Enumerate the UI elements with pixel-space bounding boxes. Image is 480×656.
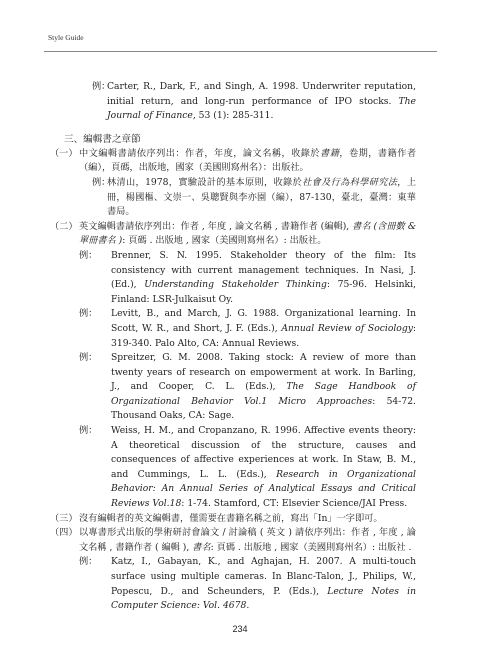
section-heading: 三、編輯書之章節 (64, 133, 141, 145)
rule-text: 英文編輯書請依序列出：作者 , 年度 , 論文名稱 , 書籍作者 (編輯), 書名 (含冊數 & 單冊書名 ): 頁碼 . 出版地 , 國家（美國則寫州名）: 出版社。 (79, 220, 416, 247)
example-label: 例： (79, 425, 98, 437)
page-content (0, 80, 480, 614)
reference-text: Brenner, S. N. 1995. Stakeholder theory of the film: Its consistency with current management techniques. In Nasi, J. (Ed.), Understanding Stakeholder Thinking: 75-96. Helsinki, Finland: LSR-Julkaisut Oy. (111, 249, 416, 305)
reference-example-lin (0, 176, 480, 220)
rule-item-2 (0, 220, 480, 249)
example-label: 例： (79, 249, 98, 261)
reference-text: Spreitzer, G. M. 2008. Taking stock: A review of more than twenty years of research on empowerment at work. In Barling, J., and Cooper, C. L. (Eds.), The Sage Handbook of Organizational Behavior Vol.1 Micro Approaches: 54-72. Thousand Oaks, CA: Sage. (111, 352, 416, 422)
page-number: 234 (232, 624, 248, 634)
item-label: （四） (50, 527, 78, 539)
item-label: （二） (50, 220, 78, 232)
rule-text: 中文編輯書請依序列出：作者，年度，論文名稱，收錄於書籍，卷期，書籍作者（編），頁碼，出版地，國家（美國則寫州名）：出版社。 (79, 147, 417, 174)
reference-example-carter (0, 80, 480, 124)
reference-text: Levitt, B., and March, J. G. 1988. Organizational learning. In Scott, W. R., and Short, J. F. (Eds.), Annual Review of Sociology: 319-340. Palo Alto, CA: Annual Reviews. (111, 308, 416, 349)
rule-item-1 (0, 147, 480, 176)
item-label: （三） (50, 512, 78, 524)
reference-example-katz (0, 555, 480, 613)
rule-item-4 (0, 526, 480, 555)
example-label: 例： (92, 81, 111, 92)
running-header: Style Guide (48, 33, 84, 42)
reference-text: Weiss, H. M., and Cropanzano, R. 1996. Affective events theory: A theoretical discussion of the structure, causes and consequences of affective experiences at work. In Staw, B. M., and Cummings, L. L. (Eds.), Research in Organizational Behavior: An Annual Series of Analytical Essays and Critical Reviews Vol.18: 1-74. Stamford, CT: Elsevier Science/JAI Press. (111, 425, 416, 510)
reference-text: 林清山，1978，實驗設計的基本原則，收錄於社會及行為科學研究法，上冊，楊國樞、文崇一、吳聰賢與李亦園（編），87-130，臺北，臺灣：東華書局。 (107, 176, 417, 218)
example-label: 例： (92, 176, 111, 188)
reference-text: Katz, I., Gabayan, K., and Aghajan, H. 2007. A multi-touch surface using multiple cameras. In Blanc-Talon, J., Philips, W., Popescu, D., and Scheunders, P. (Eds.), Lecture Notes in Computer Science: Vol. 4678. (111, 556, 417, 612)
example-label: 例： (79, 352, 98, 364)
rule-text: 以專書形式出版的學術研討會論文 / 討論稿 ( 英文 ) 請依序列出：作者 , 年度 , 論文名稱 , 書籍作者 ( 編輯 ), 書名: 頁碼 . 出版地 , 國家（美國則寫州名）: 出版社 . (79, 527, 416, 553)
item-label: （一） (50, 147, 78, 159)
example-label: 例： (79, 556, 98, 568)
reference-example-levitt (0, 307, 480, 351)
reference-text: Carter, R., Dark, F., and Singh, A. 1998. Underwriter reputation, initial return, and long-run performance of IPO stocks. The Journal of Finance, 53 (1): 285-311. (107, 81, 416, 122)
reference-example-weiss (0, 424, 480, 512)
rule-item-3 (0, 512, 480, 527)
header-rule (44, 51, 437, 52)
reference-example-brenner (0, 249, 480, 307)
rule-text: 沒有編輯者的英文編輯書，僅需要在書籍名稱之前，寫出「In」一字即可。 (79, 512, 383, 524)
example-label: 例： (79, 308, 98, 320)
reference-example-spreitzer (0, 351, 480, 424)
